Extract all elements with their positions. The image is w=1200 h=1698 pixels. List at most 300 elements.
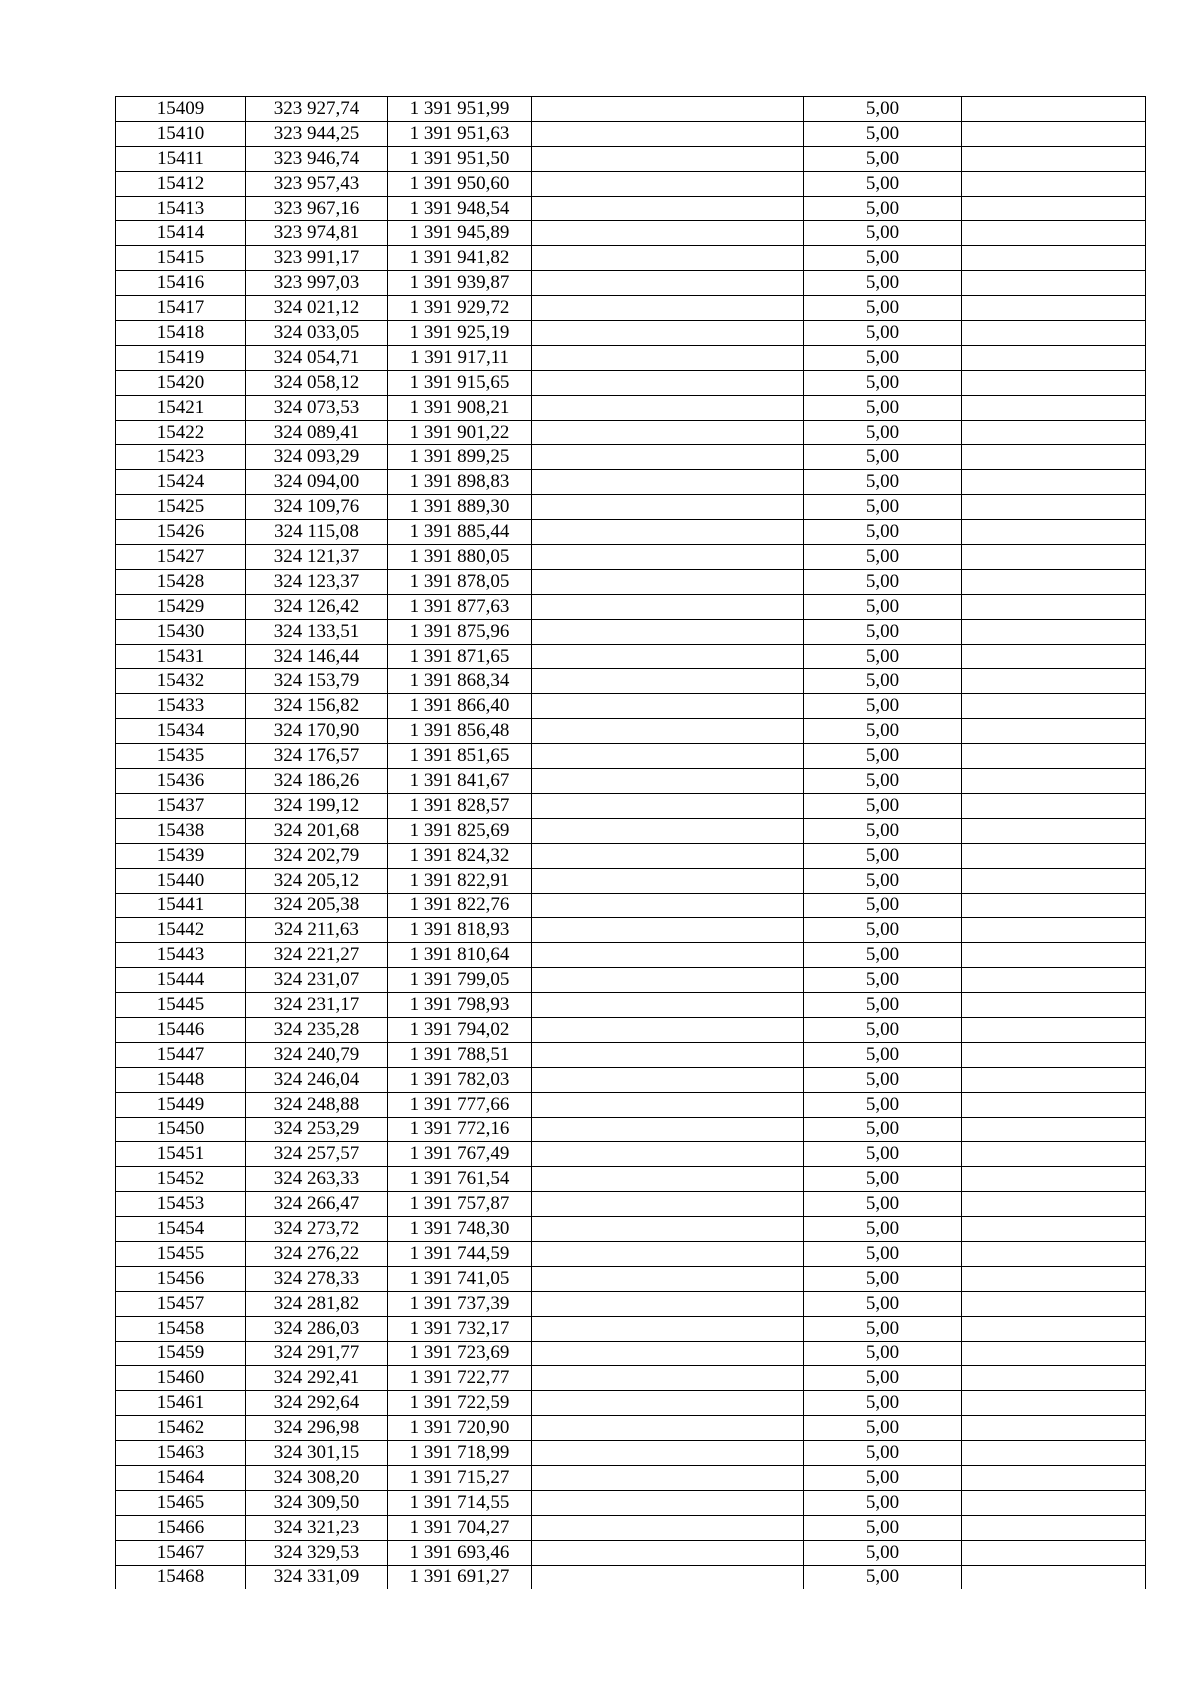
empty-cell	[532, 271, 804, 296]
y-coordinate-cell: 1 391 824,32	[388, 843, 532, 868]
table-row	[116, 1017, 1146, 1042]
value-cell: 5,00	[804, 843, 962, 868]
y-coordinate-cell: 1 391 851,65	[388, 744, 532, 769]
value-cell: 5,00	[804, 121, 962, 146]
value-cell: 5,00	[804, 769, 962, 794]
value-cell: 5,00	[804, 1067, 962, 1092]
table-row	[116, 1192, 1146, 1217]
x-coordinate-cell: 324 115,08	[246, 520, 388, 545]
empty-cell	[962, 569, 1146, 594]
value-cell: 5,00	[804, 1441, 962, 1466]
point-number-cell: 15461	[116, 1391, 246, 1416]
value-cell: 5,00	[804, 1465, 962, 1490]
point-number-cell: 15448	[116, 1067, 246, 1092]
table-row	[116, 818, 1146, 843]
value-cell: 5,00	[804, 1291, 962, 1316]
empty-cell	[962, 445, 1146, 470]
table-row	[116, 793, 1146, 818]
empty-cell	[962, 470, 1146, 495]
empty-cell	[532, 1192, 804, 1217]
x-coordinate-cell: 324 235,28	[246, 1017, 388, 1042]
y-coordinate-cell: 1 391 941,82	[388, 246, 532, 271]
value-cell: 5,00	[804, 345, 962, 370]
empty-cell	[532, 769, 804, 794]
value-cell: 5,00	[804, 1366, 962, 1391]
empty-cell	[532, 196, 804, 221]
point-number-cell: 15416	[116, 271, 246, 296]
empty-cell	[962, 744, 1146, 769]
point-number-cell: 15459	[116, 1341, 246, 1366]
table-row	[116, 146, 1146, 171]
table-row	[116, 694, 1146, 719]
point-number-cell: 15424	[116, 470, 246, 495]
empty-cell	[532, 321, 804, 346]
value-cell: 5,00	[804, 694, 962, 719]
point-number-cell: 15444	[116, 968, 246, 993]
empty-cell	[962, 1092, 1146, 1117]
point-number-cell: 15415	[116, 246, 246, 271]
empty-cell	[532, 968, 804, 993]
empty-cell	[532, 793, 804, 818]
value-cell: 5,00	[804, 719, 962, 744]
empty-cell	[962, 793, 1146, 818]
point-number-cell: 15437	[116, 793, 246, 818]
value-cell: 5,00	[804, 146, 962, 171]
table-row	[116, 669, 1146, 694]
empty-cell	[962, 644, 1146, 669]
y-coordinate-cell: 1 391 950,60	[388, 171, 532, 196]
y-coordinate-cell: 1 391 908,21	[388, 395, 532, 420]
table-row	[116, 296, 1146, 321]
value-cell: 5,00	[804, 470, 962, 495]
table-row	[116, 321, 1146, 346]
point-number-cell: 15453	[116, 1192, 246, 1217]
point-number-cell: 15418	[116, 321, 246, 346]
empty-cell	[532, 1067, 804, 1092]
empty-cell	[532, 943, 804, 968]
empty-cell	[532, 420, 804, 445]
y-coordinate-cell: 1 391 761,54	[388, 1167, 532, 1192]
table-row	[116, 1241, 1146, 1266]
table-row	[116, 594, 1146, 619]
value-cell: 5,00	[804, 1490, 962, 1515]
x-coordinate-cell: 324 121,37	[246, 545, 388, 570]
y-coordinate-cell: 1 391 818,93	[388, 918, 532, 943]
x-coordinate-cell: 324 089,41	[246, 420, 388, 445]
empty-cell	[532, 1416, 804, 1441]
y-coordinate-cell: 1 391 822,91	[388, 868, 532, 893]
empty-cell	[962, 1565, 1146, 1589]
table-row	[116, 968, 1146, 993]
table-row	[116, 1341, 1146, 1366]
table-row	[116, 370, 1146, 395]
x-coordinate-cell: 324 205,12	[246, 868, 388, 893]
y-coordinate-cell: 1 391 951,50	[388, 146, 532, 171]
value-cell: 5,00	[804, 669, 962, 694]
x-coordinate-cell: 324 146,44	[246, 644, 388, 669]
table-row	[116, 1042, 1146, 1067]
empty-cell	[532, 1117, 804, 1142]
x-coordinate-cell: 324 309,50	[246, 1490, 388, 1515]
point-number-cell: 15450	[116, 1117, 246, 1142]
value-cell: 5,00	[804, 569, 962, 594]
point-number-cell: 15440	[116, 868, 246, 893]
value-cell: 5,00	[804, 1167, 962, 1192]
empty-cell	[962, 345, 1146, 370]
empty-cell	[962, 1167, 1146, 1192]
point-number-cell: 15443	[116, 943, 246, 968]
value-cell: 5,00	[804, 545, 962, 570]
table-row	[116, 1092, 1146, 1117]
y-coordinate-cell: 1 391 722,77	[388, 1366, 532, 1391]
empty-cell	[532, 619, 804, 644]
point-number-cell: 15464	[116, 1465, 246, 1490]
empty-cell	[962, 1192, 1146, 1217]
value-cell: 5,00	[804, 868, 962, 893]
point-number-cell: 15423	[116, 445, 246, 470]
value-cell: 5,00	[804, 644, 962, 669]
value-cell: 5,00	[804, 1192, 962, 1217]
x-coordinate-cell: 324 246,04	[246, 1067, 388, 1092]
y-coordinate-cell: 1 391 777,66	[388, 1092, 532, 1117]
y-coordinate-cell: 1 391 810,64	[388, 943, 532, 968]
empty-cell	[532, 1042, 804, 1067]
empty-cell	[532, 246, 804, 271]
empty-cell	[962, 943, 1146, 968]
table-row	[116, 97, 1146, 122]
empty-cell	[532, 370, 804, 395]
table-row	[116, 1465, 1146, 1490]
x-coordinate-cell: 324 211,63	[246, 918, 388, 943]
empty-cell	[962, 370, 1146, 395]
x-coordinate-cell: 324 292,64	[246, 1391, 388, 1416]
empty-cell	[962, 321, 1146, 346]
point-number-cell: 15434	[116, 719, 246, 744]
y-coordinate-cell: 1 391 951,63	[388, 121, 532, 146]
empty-cell	[532, 719, 804, 744]
table-row	[116, 943, 1146, 968]
x-coordinate-cell: 324 278,33	[246, 1266, 388, 1291]
table-row	[116, 1291, 1146, 1316]
empty-cell	[532, 868, 804, 893]
point-number-cell: 15462	[116, 1416, 246, 1441]
point-number-cell: 15442	[116, 918, 246, 943]
x-coordinate-cell: 324 257,57	[246, 1142, 388, 1167]
point-number-cell: 15429	[116, 594, 246, 619]
point-number-cell: 15460	[116, 1366, 246, 1391]
value-cell: 5,00	[804, 1117, 962, 1142]
empty-cell	[532, 1241, 804, 1266]
point-number-cell: 15427	[116, 545, 246, 570]
empty-cell	[962, 843, 1146, 868]
table-row	[116, 619, 1146, 644]
table-row	[116, 1316, 1146, 1341]
value-cell: 5,00	[804, 1042, 962, 1067]
empty-cell	[962, 1465, 1146, 1490]
empty-cell	[532, 669, 804, 694]
y-coordinate-cell: 1 391 718,99	[388, 1441, 532, 1466]
point-number-cell: 15413	[116, 196, 246, 221]
value-cell: 5,00	[804, 993, 962, 1018]
empty-cell	[962, 1266, 1146, 1291]
empty-cell	[962, 1391, 1146, 1416]
x-coordinate-cell: 323 967,16	[246, 196, 388, 221]
value-cell: 5,00	[804, 1266, 962, 1291]
empty-cell	[962, 1291, 1146, 1316]
x-coordinate-cell: 324 221,27	[246, 943, 388, 968]
value-cell: 5,00	[804, 893, 962, 918]
point-number-cell: 15465	[116, 1490, 246, 1515]
y-coordinate-cell: 1 391 798,93	[388, 993, 532, 1018]
point-number-cell: 15412	[116, 171, 246, 196]
table-row	[116, 121, 1146, 146]
empty-cell	[532, 1167, 804, 1192]
y-coordinate-cell: 1 391 901,22	[388, 420, 532, 445]
point-number-cell: 15447	[116, 1042, 246, 1067]
value-cell: 5,00	[804, 296, 962, 321]
empty-cell	[532, 993, 804, 1018]
empty-cell	[962, 171, 1146, 196]
y-coordinate-cell: 1 391 880,05	[388, 545, 532, 570]
empty-cell	[962, 196, 1146, 221]
x-coordinate-cell: 324 248,88	[246, 1092, 388, 1117]
x-coordinate-cell: 324 202,79	[246, 843, 388, 868]
y-coordinate-cell: 1 391 737,39	[388, 1291, 532, 1316]
y-coordinate-cell: 1 391 948,54	[388, 196, 532, 221]
y-coordinate-cell: 1 391 841,67	[388, 769, 532, 794]
y-coordinate-cell: 1 391 877,63	[388, 594, 532, 619]
point-number-cell: 15439	[116, 843, 246, 868]
table-row	[116, 445, 1146, 470]
table-row	[116, 719, 1146, 744]
point-number-cell: 15436	[116, 769, 246, 794]
x-coordinate-cell: 324 231,17	[246, 993, 388, 1018]
empty-cell	[962, 1441, 1146, 1466]
empty-cell	[962, 121, 1146, 146]
empty-cell	[962, 868, 1146, 893]
table-row	[116, 1540, 1146, 1565]
value-cell: 5,00	[804, 1515, 962, 1540]
coordinates-table	[115, 96, 1146, 1589]
value-cell: 5,00	[804, 97, 962, 122]
point-number-cell: 15417	[116, 296, 246, 321]
value-cell: 5,00	[804, 1416, 962, 1441]
point-number-cell: 15432	[116, 669, 246, 694]
y-coordinate-cell: 1 391 899,25	[388, 445, 532, 470]
x-coordinate-cell: 324 273,72	[246, 1217, 388, 1242]
empty-cell	[532, 1017, 804, 1042]
y-coordinate-cell: 1 391 871,65	[388, 644, 532, 669]
point-number-cell: 15421	[116, 395, 246, 420]
table-row	[116, 1117, 1146, 1142]
x-coordinate-cell: 324 033,05	[246, 321, 388, 346]
empty-cell	[962, 1117, 1146, 1142]
x-coordinate-cell: 324 308,20	[246, 1465, 388, 1490]
y-coordinate-cell: 1 391 704,27	[388, 1515, 532, 1540]
empty-cell	[962, 968, 1146, 993]
y-coordinate-cell: 1 391 714,55	[388, 1490, 532, 1515]
empty-cell	[532, 345, 804, 370]
x-coordinate-cell: 323 974,81	[246, 221, 388, 246]
x-coordinate-cell: 324 199,12	[246, 793, 388, 818]
empty-cell	[532, 395, 804, 420]
point-number-cell: 15445	[116, 993, 246, 1018]
value-cell: 5,00	[804, 1017, 962, 1042]
y-coordinate-cell: 1 391 732,17	[388, 1316, 532, 1341]
value-cell: 5,00	[804, 943, 962, 968]
x-coordinate-cell: 324 292,41	[246, 1366, 388, 1391]
y-coordinate-cell: 1 391 794,02	[388, 1017, 532, 1042]
x-coordinate-cell: 323 946,74	[246, 146, 388, 171]
empty-cell	[962, 1416, 1146, 1441]
value-cell: 5,00	[804, 246, 962, 271]
value-cell: 5,00	[804, 420, 962, 445]
x-coordinate-cell: 324 094,00	[246, 470, 388, 495]
table-row	[116, 246, 1146, 271]
table-row	[116, 744, 1146, 769]
empty-cell	[962, 818, 1146, 843]
empty-cell	[532, 1391, 804, 1416]
table-row	[116, 769, 1146, 794]
value-cell: 5,00	[804, 1391, 962, 1416]
x-coordinate-cell: 323 944,25	[246, 121, 388, 146]
empty-cell	[962, 619, 1146, 644]
x-coordinate-cell: 324 021,12	[246, 296, 388, 321]
table-row	[116, 271, 1146, 296]
value-cell: 5,00	[804, 968, 962, 993]
empty-cell	[532, 1441, 804, 1466]
y-coordinate-cell: 1 391 925,19	[388, 321, 532, 346]
empty-cell	[962, 296, 1146, 321]
point-number-cell: 15410	[116, 121, 246, 146]
empty-cell	[532, 694, 804, 719]
empty-cell	[532, 744, 804, 769]
table-row	[116, 843, 1146, 868]
empty-cell	[962, 1366, 1146, 1391]
table-row	[116, 1266, 1146, 1291]
empty-cell	[962, 420, 1146, 445]
empty-cell	[962, 495, 1146, 520]
value-cell: 5,00	[804, 445, 962, 470]
empty-cell	[532, 1366, 804, 1391]
x-coordinate-cell: 324 201,68	[246, 818, 388, 843]
table-row	[116, 1167, 1146, 1192]
table-row	[116, 1515, 1146, 1540]
y-coordinate-cell: 1 391 748,30	[388, 1217, 532, 1242]
empty-cell	[532, 1291, 804, 1316]
point-number-cell: 15463	[116, 1441, 246, 1466]
point-number-cell: 15449	[116, 1092, 246, 1117]
x-coordinate-cell: 324 153,79	[246, 669, 388, 694]
value-cell: 5,00	[804, 1341, 962, 1366]
x-coordinate-cell: 323 991,17	[246, 246, 388, 271]
value-cell: 5,00	[804, 744, 962, 769]
point-number-cell: 15414	[116, 221, 246, 246]
table-row	[116, 1391, 1146, 1416]
y-coordinate-cell: 1 391 722,59	[388, 1391, 532, 1416]
y-coordinate-cell: 1 391 757,87	[388, 1192, 532, 1217]
x-coordinate-cell: 323 927,74	[246, 97, 388, 122]
x-coordinate-cell: 324 205,38	[246, 893, 388, 918]
empty-cell	[532, 520, 804, 545]
y-coordinate-cell: 1 391 929,72	[388, 296, 532, 321]
point-number-cell: 15411	[116, 146, 246, 171]
empty-cell	[532, 1490, 804, 1515]
table-row	[116, 1565, 1146, 1589]
x-coordinate-cell: 324 109,76	[246, 495, 388, 520]
y-coordinate-cell: 1 391 885,44	[388, 520, 532, 545]
empty-cell	[532, 171, 804, 196]
x-coordinate-cell: 324 240,79	[246, 1042, 388, 1067]
y-coordinate-cell: 1 391 915,65	[388, 370, 532, 395]
x-coordinate-cell: 323 957,43	[246, 171, 388, 196]
point-number-cell: 15433	[116, 694, 246, 719]
empty-cell	[532, 445, 804, 470]
value-cell: 5,00	[804, 1565, 962, 1589]
empty-cell	[532, 1540, 804, 1565]
empty-cell	[532, 644, 804, 669]
x-coordinate-cell: 324 331,09	[246, 1565, 388, 1589]
empty-cell	[962, 246, 1146, 271]
empty-cell	[532, 1341, 804, 1366]
value-cell: 5,00	[804, 818, 962, 843]
x-coordinate-cell: 324 073,53	[246, 395, 388, 420]
y-coordinate-cell: 1 391 828,57	[388, 793, 532, 818]
table-row	[116, 196, 1146, 221]
value-cell: 5,00	[804, 196, 962, 221]
empty-cell	[532, 1266, 804, 1291]
y-coordinate-cell: 1 391 875,96	[388, 619, 532, 644]
empty-cell	[532, 146, 804, 171]
x-coordinate-cell: 324 321,23	[246, 1515, 388, 1540]
empty-cell	[532, 1142, 804, 1167]
point-number-cell: 15428	[116, 569, 246, 594]
empty-cell	[962, 719, 1146, 744]
x-coordinate-cell: 324 126,42	[246, 594, 388, 619]
x-coordinate-cell: 324 263,33	[246, 1167, 388, 1192]
empty-cell	[532, 1217, 804, 1242]
empty-cell	[532, 594, 804, 619]
point-number-cell: 15431	[116, 644, 246, 669]
point-number-cell: 15455	[116, 1241, 246, 1266]
point-number-cell: 15466	[116, 1515, 246, 1540]
table-row	[116, 420, 1146, 445]
y-coordinate-cell: 1 391 772,16	[388, 1117, 532, 1142]
point-number-cell: 15435	[116, 744, 246, 769]
empty-cell	[962, 594, 1146, 619]
point-number-cell: 15426	[116, 520, 246, 545]
point-number-cell: 15452	[116, 1167, 246, 1192]
y-coordinate-cell: 1 391 825,69	[388, 818, 532, 843]
value-cell: 5,00	[804, 1217, 962, 1242]
empty-cell	[532, 893, 804, 918]
empty-cell	[962, 769, 1146, 794]
y-coordinate-cell: 1 391 866,40	[388, 694, 532, 719]
point-number-cell: 15458	[116, 1316, 246, 1341]
value-cell: 5,00	[804, 520, 962, 545]
table-row	[116, 1067, 1146, 1092]
point-number-cell: 15468	[116, 1565, 246, 1589]
empty-cell	[532, 818, 804, 843]
value-cell: 5,00	[804, 619, 962, 644]
empty-cell	[962, 893, 1146, 918]
table-row	[116, 221, 1146, 246]
value-cell: 5,00	[804, 495, 962, 520]
empty-cell	[962, 1217, 1146, 1242]
x-coordinate-cell: 324 253,29	[246, 1117, 388, 1142]
x-coordinate-cell: 324 291,77	[246, 1341, 388, 1366]
empty-cell	[962, 395, 1146, 420]
